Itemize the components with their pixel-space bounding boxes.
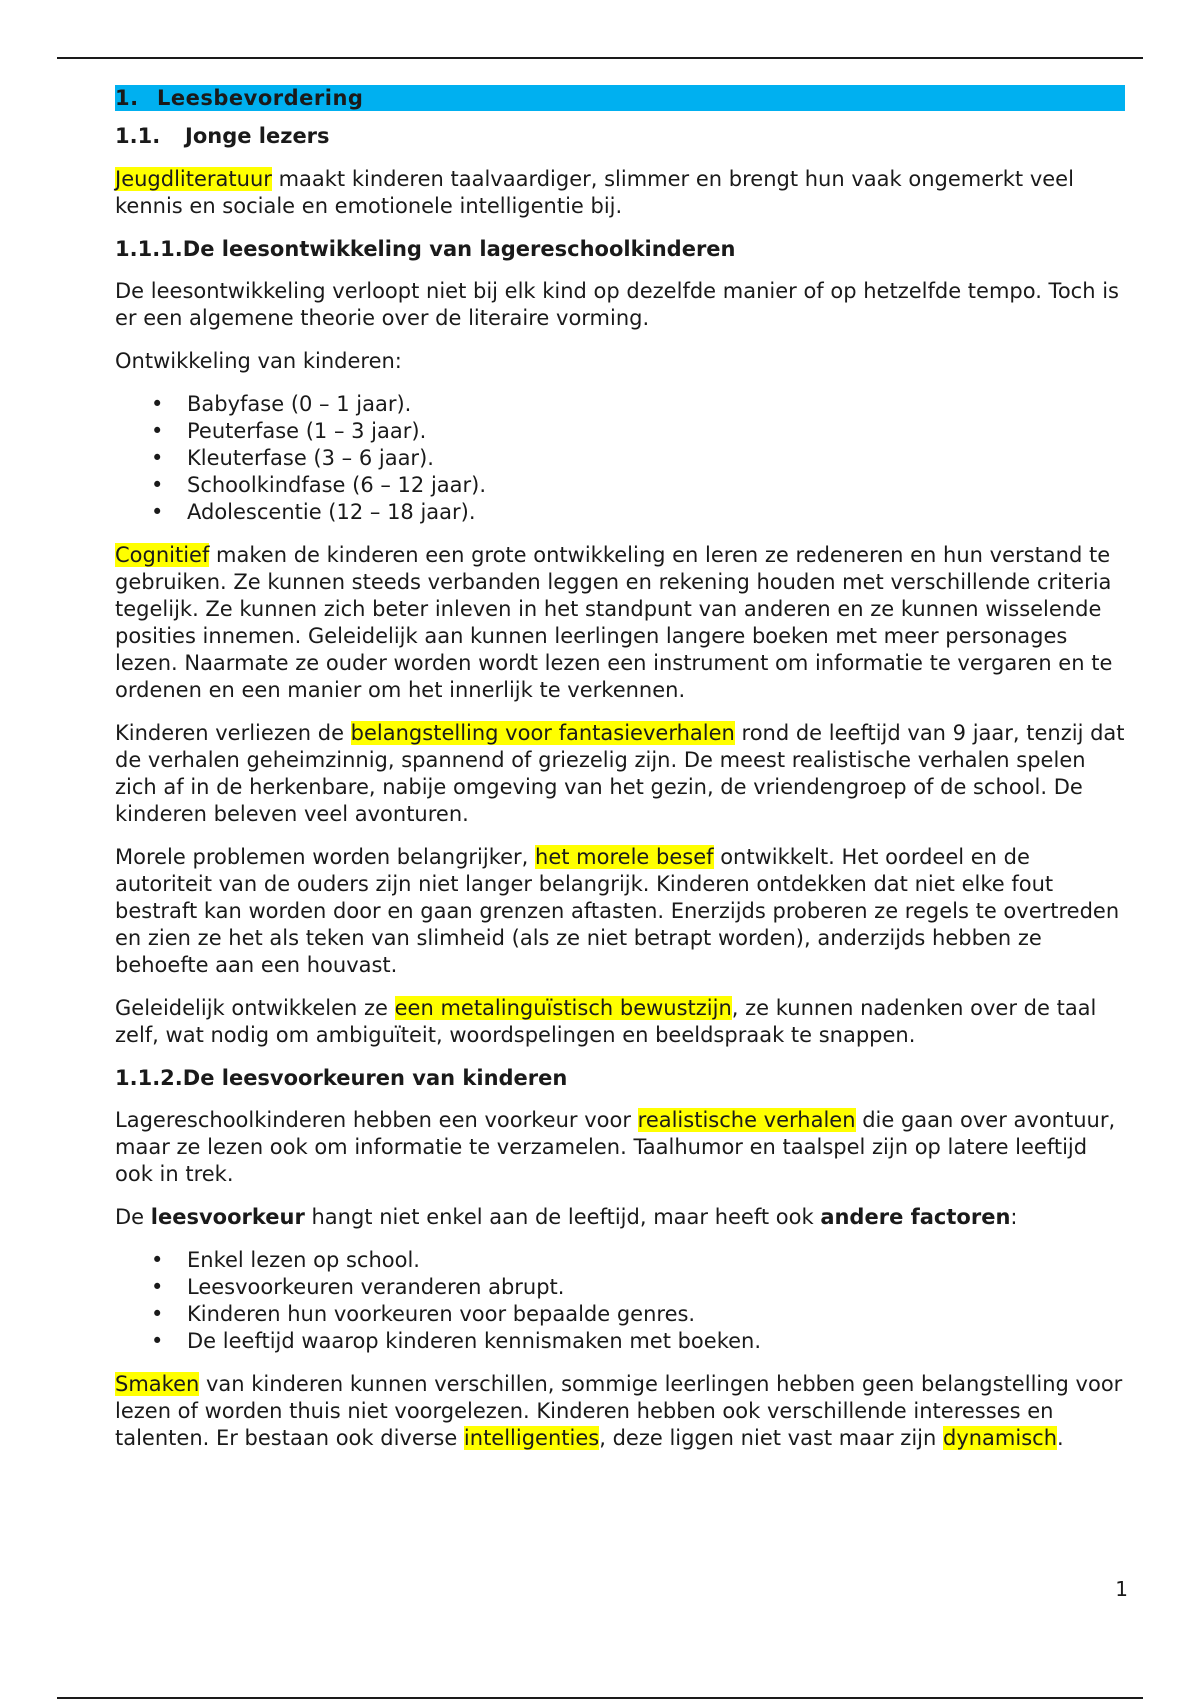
- heading-2-number: 1.1.: [115, 124, 161, 148]
- paragraph: [115, 1204, 1125, 1231]
- intro-paragraph: [115, 166, 1125, 220]
- paragraph: [115, 995, 1125, 1049]
- paragraph-text: Lagereschoolkinderen hebben een voorkeur voor: [115, 1108, 638, 1132]
- paragraph-text: :: [1010, 1205, 1018, 1229]
- footer-rule: [57, 1697, 1143, 1699]
- paragraph: [115, 1371, 1125, 1452]
- paragraph-text: maakt kinderen taalvaardiger, slimmer en brengt hun vaak ongemerkt veel kennis en sociale en emotionele intelligentie bij.: [115, 167, 1074, 218]
- paragraph-text: Kinderen verliezen de: [115, 721, 351, 745]
- paragraph-text: Morele problemen worden belangrijker,: [115, 845, 536, 869]
- list-item: • Peuterfase (1 – 3 jaar).: [115, 418, 1125, 445]
- heading-2-title: Jonge lezers: [185, 124, 330, 148]
- paragraph: [115, 844, 1125, 979]
- document-body: [115, 85, 1125, 1468]
- paragraph-text: die gaan over avontuur, maar ze lezen ook om informatie te verzamelen. Taalhumor en taalspel zijn op latere leeftijd ook in trek.: [115, 1108, 1116, 1186]
- paragraph: [115, 542, 1125, 704]
- paragraph-text: rond de leeftijd van 9 jaar, tenzij dat de verhalen geheimzinnig, spannend of griezelig zijn. De meest realistische verhalen spelen zich af in de herkenbare, nabije omgeving van het gezin, de vriendengroep of de school. De kinderen beleven veel avonturen.: [115, 721, 1125, 826]
- list-item: • Schoolkindfase (6 – 12 jaar).: [115, 472, 1125, 499]
- list-item: • Enkel lezen op school.: [115, 1247, 1125, 1274]
- paragraph: [115, 720, 1125, 828]
- list-item: • Babyfase (0 – 1 jaar).: [115, 391, 1125, 418]
- paragraph: Ontwikkeling van kinderen:: [115, 349, 402, 373]
- highlight: een metalinguïstisch bewustzijn: [394, 996, 732, 1020]
- highlight: Cognitief: [115, 543, 210, 567]
- development-list: [115, 391, 1125, 526]
- highlight: realistische verhalen: [637, 1108, 856, 1132]
- paragraph-text: maken de kinderen een grote ontwikkeling en leren ze redeneren en hun verstand te gebruiken. Ze kunnen steeds verbanden leggen en rekening houden met verschillende criteria tegelijk. Ze kunnen zich beter inleven in het standpunt van anderen en ze kunnen wisselende posities innemen. Geleidelijk aan kunnen leerlingen langere boeken met meer personages lezen. Naarmate ze ouder worden wordt lezen een instrument om informatie te vergaren en te ordenen en een manier om het innerlijk te verkennen.: [115, 543, 1113, 702]
- paragraph: De leesontwikkeling verloopt niet bij elk kind op dezelfde manier of op hetzelfde tempo. Toch is er een algemene theorie over de literaire vorming.: [115, 279, 1119, 330]
- paragraph-text: van kinderen kunnen verschillen, sommige leerlingen hebben geen belangstelling voor lezen of worden thuis niet voorgelezen. Kinderen hebben ook verschillende interesses en talenten. Er bestaan ook diverse: [115, 1372, 1123, 1450]
- paragraph: [115, 1107, 1125, 1188]
- heading-3-leesontwikkeling: 1.1.1.De leesontwikkeling van lagereschoolkinderen: [115, 237, 736, 261]
- list-item: • Kinderen hun voorkeuren voor bepaalde genres.: [115, 1301, 1125, 1328]
- page-number: 1: [1115, 1577, 1128, 1601]
- paragraph-text: Geleidelijk ontwikkelen ze: [115, 996, 395, 1020]
- paragraph-text: , ze kunnen nadenken over de taal zelf, wat nodig om ambiguïteit, woordspelingen en beeldspraak te snappen.: [115, 996, 1097, 1047]
- highlight: Jeugdliteratuur: [115, 167, 272, 191]
- paragraph-text: De: [115, 1205, 151, 1229]
- highlight: belangstelling voor fantasieverhalen: [350, 721, 735, 745]
- list-item: • Adolescentie (12 – 18 jaar).: [115, 499, 1125, 526]
- bold-term: andere factoren: [820, 1205, 1011, 1229]
- heading-1-number: 1.: [115, 86, 139, 110]
- paragraph-text: .: [1057, 1426, 1064, 1450]
- highlight: Smaken: [115, 1372, 200, 1396]
- list-item: • Leesvoorkeuren veranderen abrupt.: [115, 1274, 1125, 1301]
- paragraph-text: , deze liggen niet vast maar zijn: [599, 1426, 943, 1450]
- heading-3-leesvoorkeuren: 1.1.2.De leesvoorkeuren van kinderen: [115, 1066, 568, 1090]
- heading-2: [115, 123, 1125, 150]
- paragraph-text: ontwikkelt. Het oordeel en de autoriteit van de ouders zijn niet langer belangrijk. Kinderen ontdekken dat niet elke fout bestraft kan worden door en gaan grenzen aftasten. Enerzijds proberen ze regels te overtreden en zien ze het als teken van slimheid (als ze niet betrapt worden), anderzijds hebben ze behoefte aan een houvast.: [115, 845, 1120, 977]
- heading-1-title: Leesbevordering: [157, 86, 364, 110]
- factors-list: [115, 1247, 1125, 1355]
- highlight: dynamisch: [942, 1426, 1058, 1450]
- highlight: het morele besef: [535, 845, 714, 869]
- header-rule: [57, 57, 1143, 59]
- highlight: intelligenties: [463, 1426, 600, 1450]
- bold-term: leesvoorkeur: [150, 1205, 305, 1229]
- list-item: • De leeftijd waarop kinderen kennismaken met boeken.: [115, 1328, 1125, 1355]
- list-item: • Kleuterfase (3 – 6 jaar).: [115, 445, 1125, 472]
- heading-1: [115, 85, 1125, 111]
- paragraph-text: hangt niet enkel aan de leeftijd, maar heeft ook: [304, 1205, 821, 1229]
